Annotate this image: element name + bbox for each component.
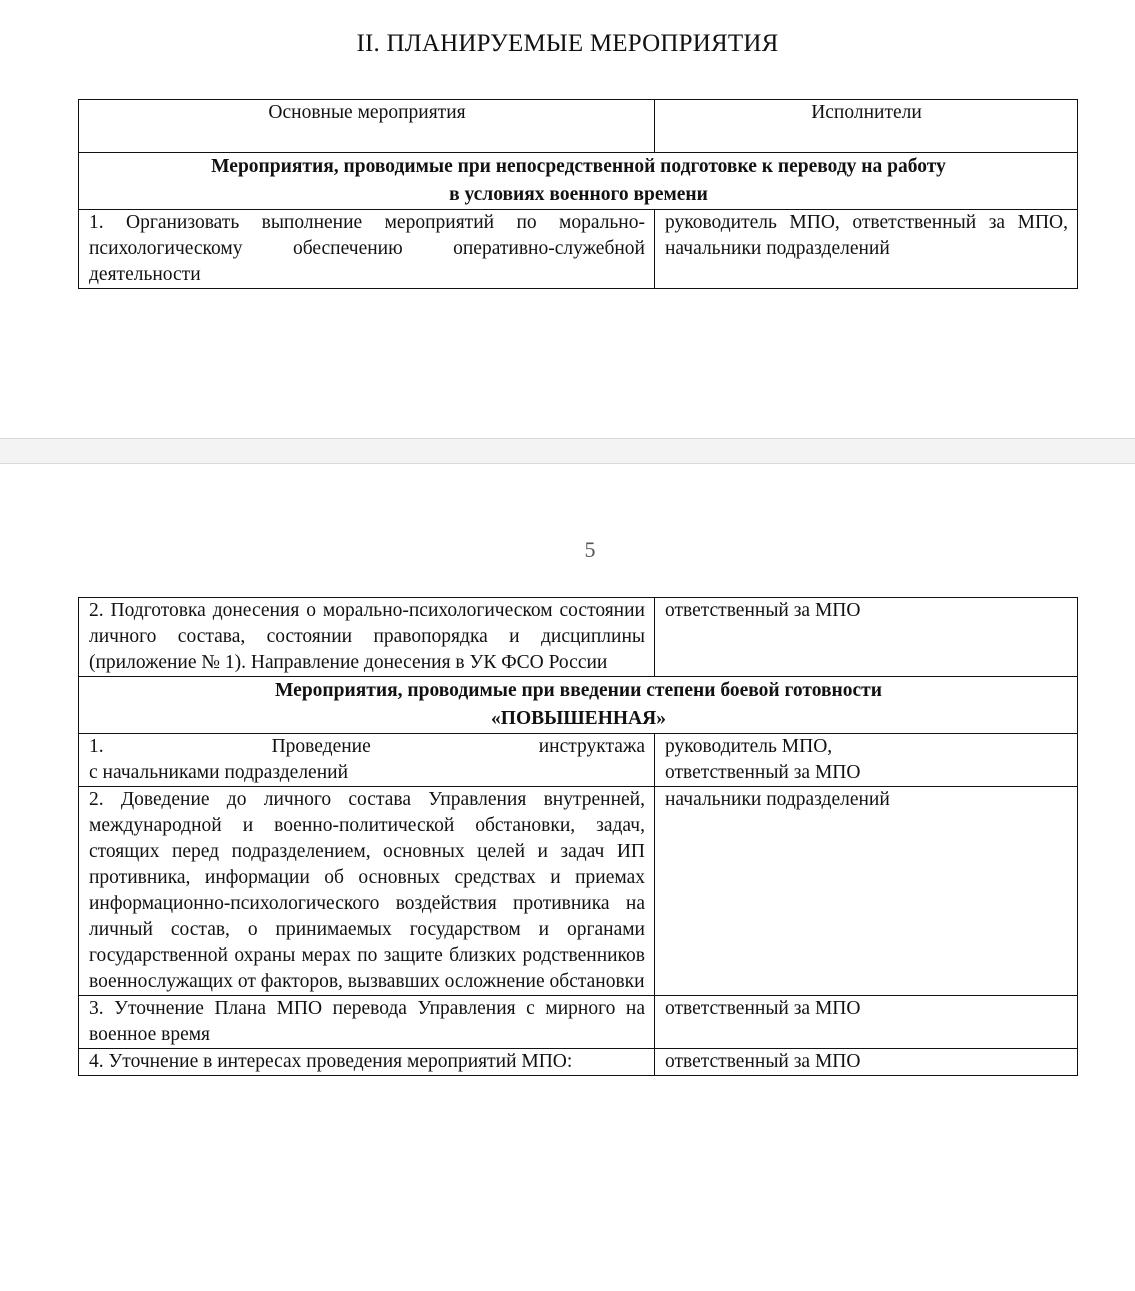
table-row	[79, 734, 1078, 787]
event-cell: 1. Организовать выполнение мероприятий по морально-психологическому обеспечению оперативно-служебной деятельности	[79, 210, 655, 289]
performer-cell	[655, 734, 1078, 787]
group-heading-row	[79, 153, 1078, 210]
event-cell: 2. Подготовка донесения о морально-психологическом состоянии личного состава, состоянии правопорядка и дисциплины (приложение № 1). Направление донесения в УК ФСО России	[79, 598, 655, 677]
group-heading-row	[79, 677, 1078, 734]
group-heading-cell	[79, 153, 1078, 210]
event-cell: 2. Доведение до личного состава Управления внутренней, международной и военно-политической обстановки, задач, стоящих перед подразделением, основных целей и задач ИП противника, информации об основных средствах и приемах информационно-психологического воздействия противника на личный состав, о принимаемых государством и органами государственной охраны мерах по защите близких родственников военнослужащих от факторов, вызвавших осложнение обстановки	[79, 787, 655, 996]
performer-cell: ответственный за МПО	[655, 1049, 1078, 1076]
events-table-page-1	[78, 99, 1078, 289]
document-page-1	[0, 0, 1135, 438]
group-heading-line: Мероприятия, проводимые при непосредственной подготовке к переводу на работу	[211, 156, 946, 177]
page-number: 5	[584, 537, 596, 562]
group-heading-line: в условиях военного времени	[449, 184, 708, 205]
table-header-row	[79, 100, 1078, 153]
event-cell	[79, 734, 655, 787]
performer-line: руководитель МПО,	[665, 736, 833, 757]
page-break	[0, 438, 1135, 464]
performer-cell: руководитель МПО, ответственный за МПО, начальники подразделений	[655, 210, 1078, 289]
document-page-2	[0, 464, 1135, 1291]
table-row	[79, 210, 1078, 289]
performer-cell: ответственный за МПО	[655, 598, 1078, 677]
header-performers-cell: Исполнители	[655, 100, 1078, 153]
table-row	[79, 996, 1078, 1049]
table-row	[79, 598, 1078, 677]
event-cell: 3. Уточнение Плана МПО перевода Управления с мирного на военное время	[79, 996, 655, 1049]
group-heading-cell	[79, 677, 1078, 734]
events-table-page-2	[78, 597, 1078, 1076]
performer-cell: начальники подразделений	[655, 787, 1078, 996]
table-row	[79, 1049, 1078, 1076]
section-title: II. ПЛАНИРУЕМЫЕ МЕРОПРИЯТИЯ	[356, 30, 779, 57]
header-events-cell: Основные мероприятия	[79, 100, 655, 153]
event-line: с начальниками подразделений	[89, 762, 349, 783]
event-line: 1. Проведение инструктажа	[89, 736, 645, 757]
group-heading-line: Мероприятия, проводимые при введении степени боевой готовности	[275, 680, 882, 701]
performer-cell: ответственный за МПО	[655, 996, 1078, 1049]
performer-line: ответственный за МПО	[665, 762, 861, 783]
table-row	[79, 787, 1078, 996]
event-cell: 4. Уточнение в интересах проведения мероприятий МПО:	[79, 1049, 655, 1076]
group-heading-line: «ПОВЫШЕННАЯ»	[491, 708, 666, 729]
